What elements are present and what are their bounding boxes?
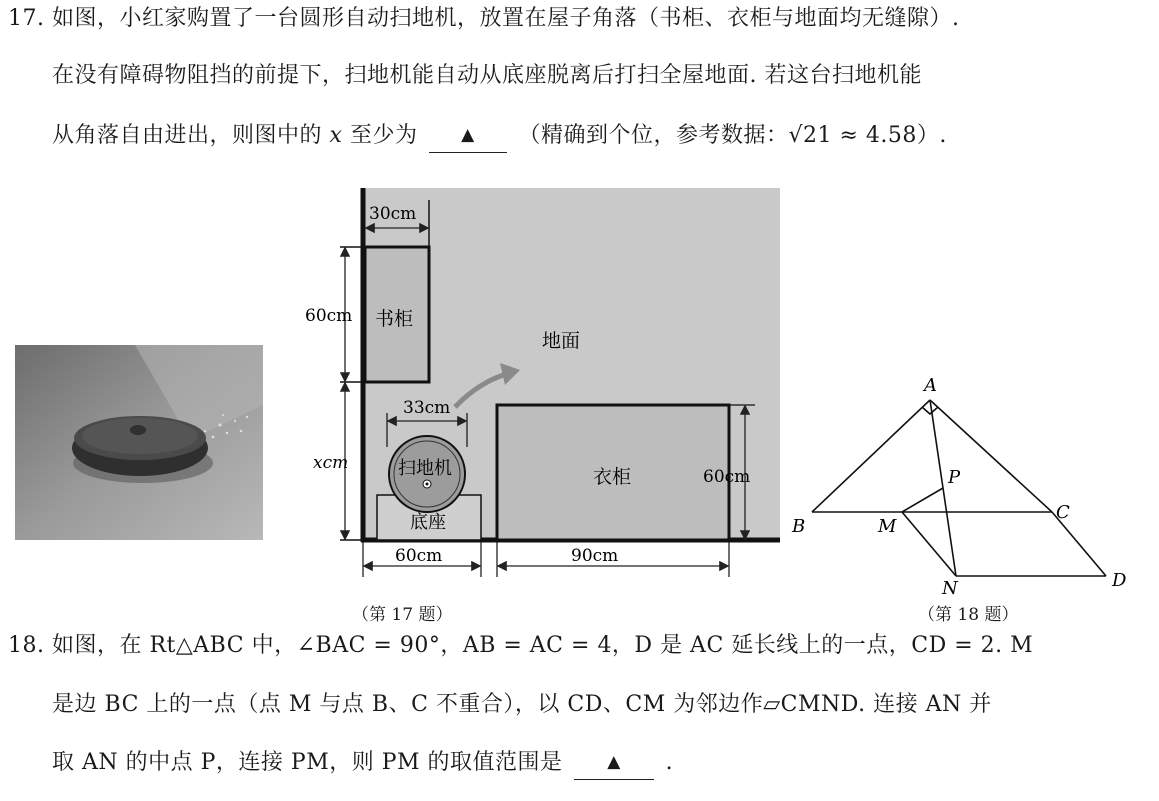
wardrobe-label: 衣柜 [593,466,632,488]
triangle-mark-icon: ▲ [607,752,621,772]
figure-18-diagram [780,365,1140,600]
point-P-label: P [948,467,961,488]
q17-line3-end: （精确到个位，参考数据：√21 ≈ 4.58）. [518,123,947,148]
bookcase-width-label: 30cm [369,204,417,224]
x-dimension-label: xcm [313,453,349,473]
point-A-label: A [924,375,937,396]
q18-line2: 是边 BC 上的一点（点 M 与点 B、C 不重合），以 CD、CM 为邻边作▱CMND. 连接 AN 并 [52,692,992,717]
q17-line3-mid: 至少为 [349,123,418,148]
robot-label: 扫地机 [398,458,452,479]
figure-18-caption: （第 18 题） [918,605,1019,625]
q18-line3-text: 取 AN 的中点 P，连接 PM，则 PM 的取值范围是 [52,750,563,775]
q18-line1: 18. 如图，在 Rt△ABC 中，∠BAC = 90°，AB = AC = 4，D 是 AC 延长线上的一点，CD = 2. M [8,633,1034,658]
q17-line1: 17. 如图，小红家购置了一台圆形自动扫地机，放置在屋子角落（书柜、衣柜与地面均无缝隙）. [8,6,960,31]
point-N-label: N [942,578,958,599]
q18-answer-blank [574,748,654,780]
bookcase-height-label: 60cm [305,306,353,326]
q17-line3 [52,121,947,153]
q18-line3 [52,748,673,780]
q17-answer-blank [429,121,507,153]
triangle-mark-icon: ▲ [461,125,475,145]
figure-17-diagram [295,185,780,590]
dock-label: 底座 [410,512,446,533]
figure-17-caption: （第 17 题） [352,605,453,625]
floor-label: 地面 [542,330,581,352]
point-M-label: M [878,516,897,537]
wardrobe-width-label: 90cm [571,546,619,566]
robot-vacuum-photo [15,345,263,540]
bookcase-label: 书柜 [375,308,414,330]
point-D-label: D [1112,570,1127,591]
q17-line2: 在没有障碍物阻挡的前提下，扫地机能自动从底座脱离后打扫全屋地面. 若这台扫地机能 [52,63,922,88]
q17-variable-x: x [329,123,343,148]
q17-line3-start: 从角落自由进出，则图中的 [52,123,323,148]
robot-width-label: 33cm [403,398,451,418]
point-C-label: C [1056,502,1070,523]
point-B-label: B [792,516,806,537]
dock-width-label: 60cm [395,546,443,566]
q18-line3-end: . [665,750,674,775]
wardrobe-height-label: 60cm [703,467,751,487]
